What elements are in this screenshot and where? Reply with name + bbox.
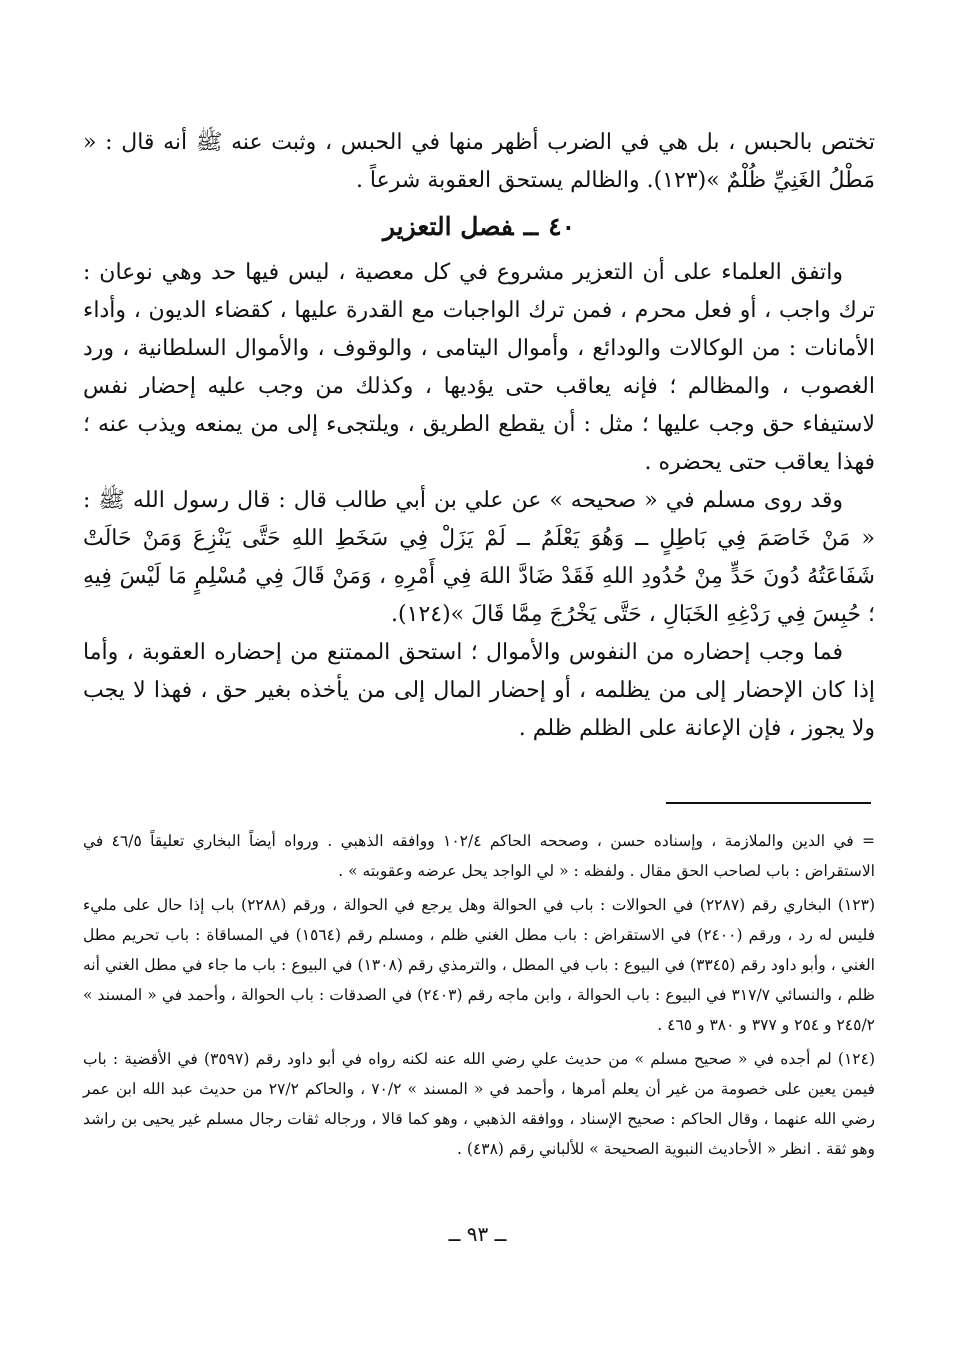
- section-heading: [83, 200, 875, 254]
- footnote-124: (١٢٤) لم أجده في « صحيح مسلم » من حديث علي رضي الله عنه لكنه رواه في أبو داود رقم (٣٥٩٧) في الأقضية : باب فيمن يعين على خصومة من غير أن يعلم أمرها ، وأحمد في « المسند » ٧٠/٢ ، والحاكم ٢٧/٢ من حديث عبد الله ابن عمر رضي الله عنهما ، وقال الحاكم : صحيح الإسناد ، ووافقه الذهبي ، وهو كما قالا ، ورجاله ثقات رجال مسلم غير يحيى بن راشد وهو ثقة . انظر « الأحاديث النبوية الصحيحة » للألباني رقم (٤٣٨) .: [83, 1050, 875, 1158]
- section-number: ٤٠: [548, 212, 576, 241]
- section-dash: ــ: [523, 212, 539, 241]
- section-title: فصل التعزير: [382, 212, 514, 241]
- intro-paragraph: تختص بالحبس ، بل هي في الضرب أظهر منها في الحبس ، وثبت عنه ﷺ أنه قال : « مَطْلُ الغَنِيِّ ظُلْمٌ »(١٢٣). والظالم يستحق العقوبة شرعاً .: [83, 130, 875, 193]
- footnote-123: (١٢٣) البخاري رقم (٢٢٨٧) في الحوالات : باب في الحوالة وهل يرجع في الحوالة ، ورقم (٢٢٨٨) باب إذا حال على مليء فليس له رد ، ورقم (٢٤٠٠) في الاستقراض : باب مطل الغني ظلم ، ومسلم رقم (١٥٦٤) في المساقاة : باب تحريم مطل الغني ، وأبو داود رقم (٣٣٤٥) في البيوع : باب في المطل ، والترمذي رقم (١٣٠٨) في البيوع : باب ما جاء في مطل الغني أنه ظلم ، والنسائي ٣١٧/٧ في البيوع : باب الحوالة ، وابن ماجه رقم (٢٤٠٣) في الصدقات : باب الحوالة ، وأحمد في « المسند » ٢٤٥/٢ و ٢٥٤ و ٣٧٧ و ٣٨٠ و ٤٦٥ .: [83, 896, 876, 1034]
- paragraph: فما وجب إحضاره من النفوس والأموال ؛ استحق الممتنع من إحضاره العقوبة ، وأما إذا كان الإحضار إلى من يظلمه ، أو إحضار المال إلى من يأخذه بغير حق ، فهذا لا يجب ولا يجوز ، فإن الإعانة على الظلم ظلم .: [83, 640, 875, 741]
- footnote-divider: [666, 802, 871, 804]
- paragraph: وقد روى مسلم في « صحيحه » عن علي بن أبي طالب قال : قال رسول الله ﷺ : « مَنْ خَاصَمَ فِي بَاطِلٍ ــ وَهُوَ يَعْلَمُ ــ لَمْ يَزَلْ فِي سَخَطِ اللهِ حَتَّى يَنْزِعَ وَمَنْ حَالَتْ شَفَاعَتُهُ دُونَ حَدٍّ مِنْ حُدُودِ اللهِ فَقَدْ ضَادَّ اللهَ فِي أَمْرِهِ ، وَمَنْ قَالَ فِي مُسْلِمٍ مَا لَيْسَ فِيهِ ؛ حُبِسَ فِي رَدْغِهِ الخَبَالِ ، حَتَّى يَخْرُجَ مِمَّا قَالَ »(١٢٤).: [83, 488, 875, 627]
- paragraph: واتفق العلماء على أن التعزير مشروع في كل معصية ، ليس فيها حد وهي نوعان : ترك واجب ، أو فعل محرم ، فمن ترك الواجبات مع القدرة عليها ، كقضاء الديون ، وأداء الأمانات : من الوكالات والودائع ، وأموال اليتامى ، والوقوف ، والأموال السلطانية ، ورد الغصوب ، والمظالم ؛ فإنه يعاقب حتى يؤديها ، وكذلك من وجب عليه إحضار نفس لاستيفاء حق وجب عليها ؛ مثل : أن يقطع الطريق ، ويلتجىء إلى من يمنعه ويذب عنه ؛ فهذا يعاقب حتى يحضره .: [83, 260, 875, 475]
- page-number: ــ ٩٣ ــ: [448, 1222, 507, 1246]
- footnote-continuation: = في الدين والملازمة ، وإسناده حسن ، وصححه الحاكم ١٠٢/٤ ووافقه الذهبي . ورواه أيضاً البخاري تعليقاً ٤٦/٥ في الاستقراض : باب لصاحب الحق مقال . ولفظه : « لي الواجد يحل عرضه وعقوبته » .: [83, 832, 875, 880]
- main-text: [83, 124, 875, 748]
- footnotes: [83, 826, 875, 1168]
